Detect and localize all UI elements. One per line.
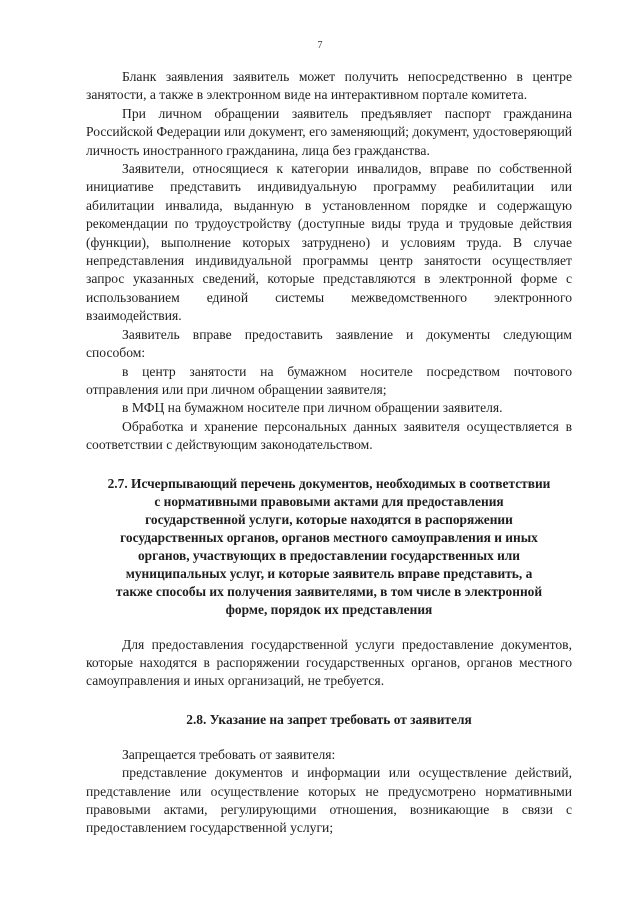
paragraph: в МФЦ на бумажном носителе при личном обращении заявителя. (122, 400, 503, 416)
paragraph: в центр занятости на бумажном носителе посредством почтового отправления или при личном обращении заявителя; (86, 363, 572, 397)
paragraph: Заявитель вправе предоставить заявление и документы следующим способом: (86, 326, 572, 361)
paragraph: Заявители, относящиеся к категории инвалидов, вправе по собственной инициативе представить индивидуальную программу реабилитации или абилитации инвалида, выданную в установленном порядке и содержащую рекомендации по трудоустройству (доступные виды труда и трудовые действия (функции), выполнение которых затруднено) и условиям труда. В случае непредставления индивидуальной программы центр занятости осуществляет запрос указанных сведений, которые представляются в электронной форме с использованием единой системы межведомственного электронного взаимодействия. (86, 161, 572, 324)
paragraph: Для предоставления государственной услуги предоставление документов, которые находятся в распоряжении государственных органов, органов местного самоуправления и иных организаций, не требуется. (86, 636, 572, 689)
paragraph: Бланк заявления заявитель может получить непосредственно в центре занятости, а также в электронном виде на интерактивном портале комитета. (86, 69, 572, 103)
paragraph: Запрещается требовать от заявителя: (122, 746, 336, 762)
document-body (86, 68, 572, 838)
paragraph: При личном обращении заявитель предъявляет паспорт гражданина Российской Федерации или документ, его заменяющий; документ, удостоверяющий личность иностранного гражданина, лица без гражданства. (86, 105, 573, 158)
section-heading-2-7: 2.7. Исчерпывающий перечень документов, необходимых в соответствии с нормативными правовыми актами для предоставления государственной услуги, которые находятся в распоряжении государственных органов, органов местного самоуправления и иных органов, участвующих в предоставлении государственных или муниципальных услуг, и которые заявитель вправе представить, а также способы их получения заявителями, в том числе в электронной форме, порядок их представления (107, 475, 551, 617)
paragraph: представление документов и информации или осуществление действий, представление или осуществление которых не предусмотрено нормативными правовыми актами, регулирующими отношения, возникающие в связи с предоставлением государственной услуги; (86, 765, 572, 836)
page-number: 7 (317, 40, 323, 51)
section-heading-2-8: 2.8. Указание на запрет требовать от заявителя (186, 711, 472, 727)
paragraph: Обработка и хранение персональных данных заявителя осуществляется в соответствии с действующим законодательством. (86, 418, 572, 453)
